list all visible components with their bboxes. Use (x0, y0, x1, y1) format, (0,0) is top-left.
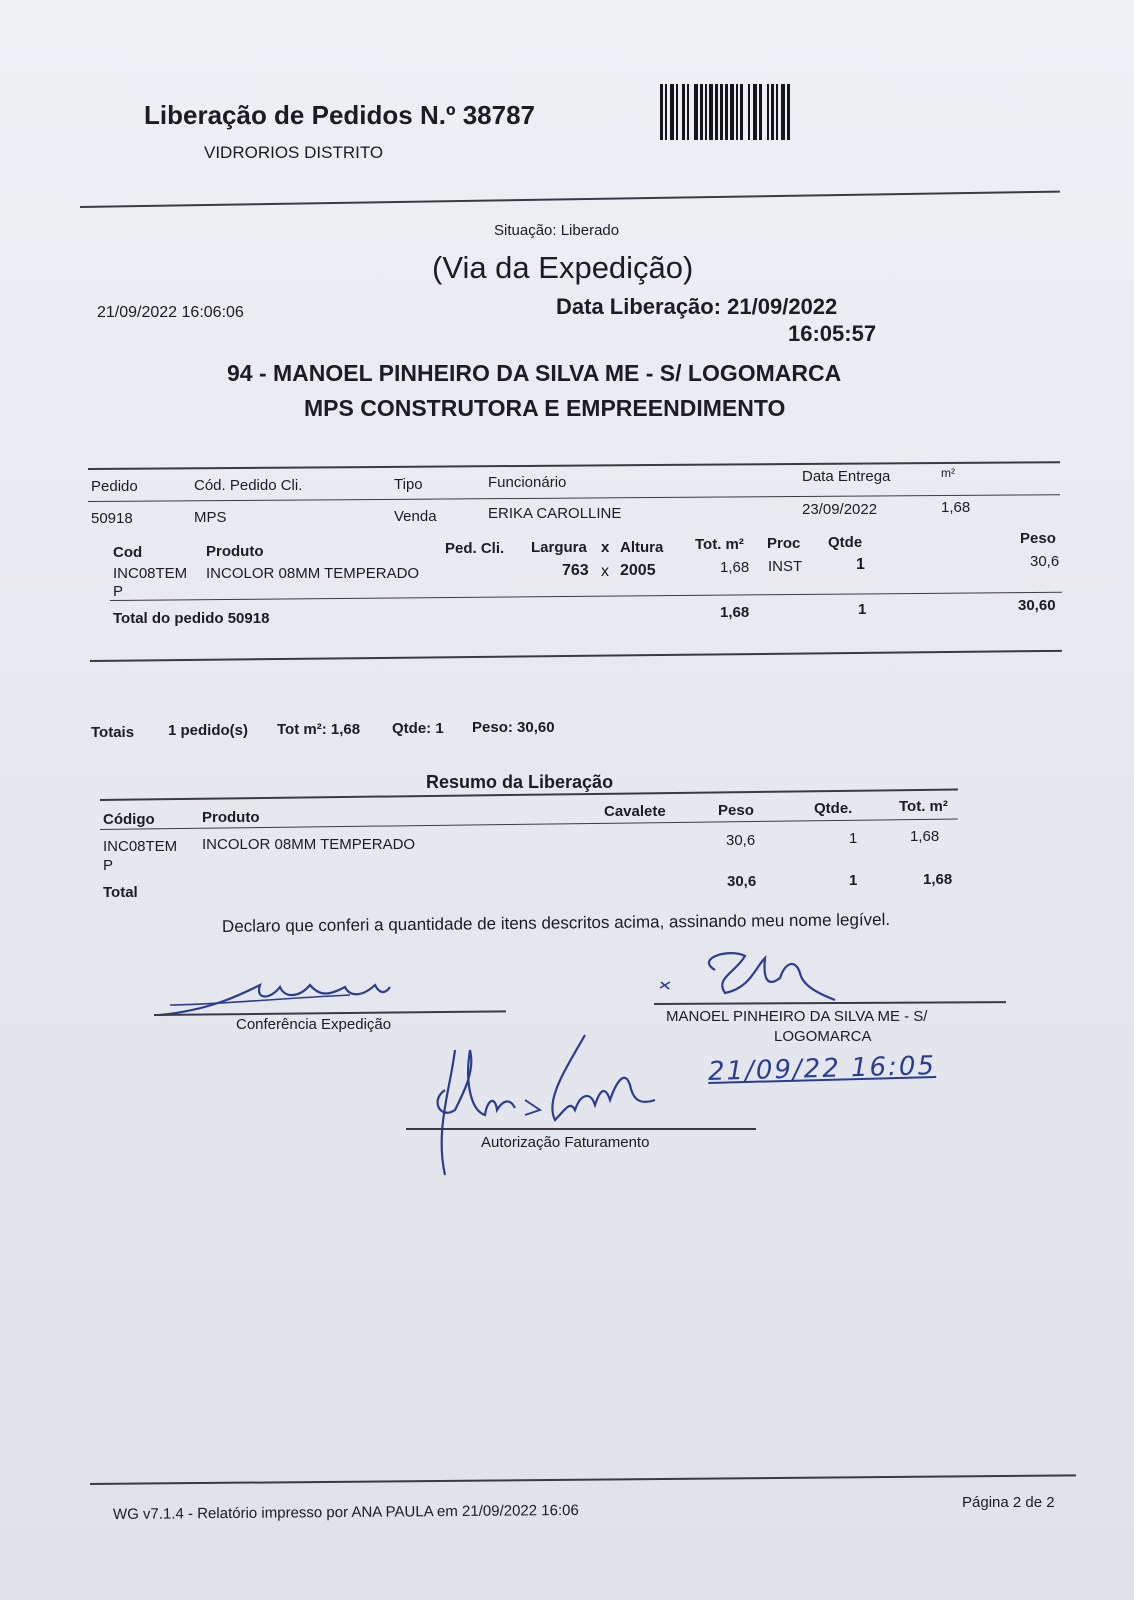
col-tot-m2: Tot. m² (695, 536, 744, 553)
print-datetime: 21/09/2022 16:06:06 (97, 304, 244, 321)
col-proc: Proc (767, 535, 801, 552)
order-total-qtde: 1 (858, 601, 867, 618)
release-time: 16:05:57 (788, 321, 877, 346)
data-entrega-value: 23/09/2022 (802, 501, 878, 518)
tipo-value: Venda (394, 508, 437, 525)
item-largura: 763 (562, 562, 589, 579)
item-altura: 2005 (620, 562, 656, 579)
col-peso: Peso (1020, 530, 1056, 547)
item-cod-wrap: P (113, 583, 124, 600)
handwritten-date: 21/09/22 16:05 (707, 1051, 937, 1087)
order-total-label: Total do pedido 50918 (113, 610, 270, 627)
item-produto: INCOLOR 08MM TEMPERADO (206, 565, 420, 582)
summary-col-cavalete: Cavalete (604, 803, 666, 820)
col-qtde: Qtde (828, 534, 863, 551)
summary-col-tot-m2: Tot. m² (899, 798, 948, 815)
order-total-m2: 1,68 (720, 604, 750, 621)
signature-client-image (655, 948, 855, 1008)
item-proc: INST (768, 558, 803, 575)
pedido-value: 50918 (91, 510, 133, 527)
order-table-header-rule (88, 494, 1060, 502)
col-cod: Cod (113, 544, 143, 561)
summary-col-qtde: Qtde. (814, 800, 853, 817)
col-largura: Largura (531, 539, 587, 556)
cod-pedido-cli-value: MPS (194, 509, 227, 526)
col-m2: m² (941, 466, 955, 480)
summary-peso: 30,6 (726, 832, 756, 849)
col-produto: Produto (206, 543, 264, 560)
footer-page-number: Página 2 de 2 (962, 1494, 1055, 1511)
signature-autorizacao-image (425, 1030, 675, 1180)
summary-col-codigo: Código (103, 811, 155, 828)
barcode-icon (660, 84, 835, 140)
summary-title: Resumo da Liberação (426, 772, 614, 792)
col-tipo: Tipo (394, 476, 423, 493)
summary-col-peso: Peso (718, 802, 754, 819)
footer-print-info: WG v7.1.4 - Relatório impresso por ANA PAULA em 21/09/2022 16:06 (112, 1501, 579, 1523)
totals-label: Totais (91, 724, 135, 741)
autorizacao-label: Autorização Faturamento (481, 1134, 650, 1151)
col-pedido: Pedido (91, 478, 138, 495)
copy-label: (Via da Expedição) (432, 250, 694, 285)
summary-produto: INCOLOR 08MM TEMPERADO (202, 836, 416, 853)
col-altura: Altura (620, 539, 664, 556)
summary-total-peso: 30,6 (727, 873, 757, 890)
document-title: Liberação de Pedidos N.º 38787 (144, 100, 535, 130)
status-label: Situação: Liberado (494, 222, 620, 239)
signature-client-name: MANOEL PINHEIRO DA SILVA ME - S/ (666, 1008, 928, 1025)
item-x: x (601, 563, 609, 580)
summary-codigo-wrap: P (103, 857, 114, 874)
summary-total-label: Total (103, 884, 138, 901)
col-x: x (601, 539, 610, 556)
item-peso: 30,6 (1030, 553, 1060, 570)
summary-col-produto: Produto (202, 809, 260, 826)
client-name: 94 - MANOEL PINHEIRO DA SILVA ME - S/ LOGOMARCA (227, 360, 842, 386)
col-ped-cli: Ped. Cli. (445, 540, 505, 557)
summary-total-qtde: 1 (849, 872, 858, 889)
summary-codigo: INC08TEM (103, 838, 178, 855)
footer-rule (90, 1474, 1076, 1485)
declaration-text: Declaro que conferi a quantidade de itens descritos acima, assinando meu nome legível. (221, 910, 891, 936)
col-cod-pedido-cli: Cód. Pedido Cli. (194, 477, 303, 494)
totals-pedidos: 1 pedido(s) (168, 722, 249, 739)
totals-m2: Tot m²: 1,68 (277, 721, 361, 738)
order-table-bottom-rule (90, 650, 1062, 662)
signature-client-name-cont: LOGOMARCA (774, 1028, 872, 1045)
order-total-peso: 30,60 (1018, 597, 1056, 614)
header-divider (80, 191, 1060, 208)
item-cod: INC08TEM (113, 565, 188, 582)
company-name: VIDRORIOS DISTRITO (204, 143, 384, 162)
col-funcionario: Funcionário (488, 474, 567, 491)
totals-qtde: Qtde: 1 (392, 720, 444, 737)
client-company: MPS CONSTRUTORA E EMPREENDIMENTO (304, 395, 786, 421)
conferencia-label: Conferência Expedição (236, 1016, 392, 1033)
summary-tot-m2: 1,68 (910, 828, 940, 845)
items-total-rule (110, 592, 1062, 601)
item-tot-m2: 1,68 (720, 559, 750, 576)
summary-total-tot-m2: 1,68 (923, 871, 953, 888)
autorizacao-signature-line (406, 1128, 756, 1130)
summary-qtde: 1 (849, 830, 858, 847)
release-date: Data Liberação: 21/09/2022 (556, 294, 838, 319)
totals-peso: Peso: 30,60 (472, 719, 555, 736)
order-table-top-rule (88, 461, 1060, 470)
m2-value: 1,68 (941, 499, 971, 516)
col-data-entrega: Data Entrega (802, 468, 891, 485)
funcionario-value: ERIKA CAROLLINE (488, 505, 622, 522)
item-qtde: 1 (856, 556, 865, 573)
